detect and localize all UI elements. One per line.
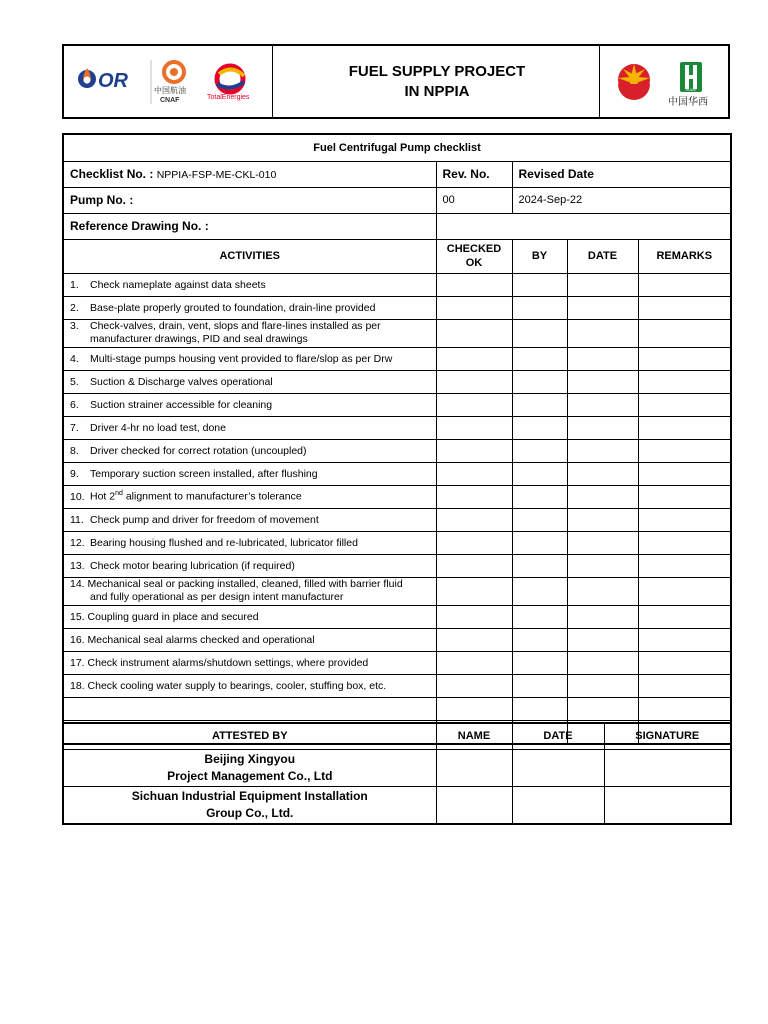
- table-row: [63, 462, 731, 485]
- name-field[interactable]: [436, 749, 512, 786]
- date-header: DATE: [512, 723, 604, 749]
- activity-cell: 6. Suction strainer accessible for cleaning: [63, 393, 436, 416]
- table-row: [63, 605, 731, 628]
- table-row: [63, 628, 731, 651]
- table-row: [63, 416, 731, 439]
- date-field[interactable]: [512, 786, 604, 824]
- org-sichuan-industrial: Sichuan Industrial Equipment Installation Group Co., Ltd.: [63, 786, 436, 824]
- attestation-table: [62, 722, 732, 825]
- col-date: DATE: [567, 239, 638, 273]
- activity-cell: 5. Suction & Discharge valves operational: [63, 370, 436, 393]
- checklist-table-wrapper: [62, 133, 730, 745]
- checklist-table: [62, 133, 732, 745]
- activity-cell: 1. Check nameplate against data sheets: [63, 273, 436, 296]
- name-header: NAME: [436, 723, 512, 749]
- svg-text:HUAXI: HUAXI: [685, 88, 697, 92]
- name-field[interactable]: [436, 786, 512, 824]
- revised-date-label: Revised Date: [512, 161, 731, 187]
- checklist-no-cell: [63, 161, 436, 187]
- activity-cell: 3. Check-valves, drain, vent, slops and flare-lines installed as per manufacturer drawings, PID and seal drawings: [63, 319, 436, 347]
- activity-cell: 7. Driver 4-hr no load test, done: [63, 416, 436, 439]
- revised-date-value: 2024-Sep-22: [512, 187, 731, 213]
- activity-cell: 16. Mechanical seal alarms checked and operational: [63, 628, 436, 651]
- activity-cell: 11. Check pump and driver for freedom of movement: [63, 508, 436, 531]
- activity-cell: 12. Bearing housing flushed and re-lubricated, lubricator filled: [63, 531, 436, 554]
- table-row: [63, 554, 731, 577]
- svg-text:CNAF: CNAF: [160, 97, 180, 104]
- col-checked: CHECKED: [446, 243, 502, 255]
- col-by: BY: [512, 239, 567, 273]
- table-row: [63, 393, 731, 416]
- table-row: [63, 697, 731, 720]
- table-row: [63, 508, 731, 531]
- checklist-no-value: NPPIA-FSP-ME-CKL-010: [156, 169, 277, 181]
- table-row: [63, 347, 731, 370]
- table-row: [63, 577, 731, 605]
- or-logo-icon: [64, 46, 272, 117]
- svg-text:OR: OR: [98, 70, 128, 92]
- title-line-2: IN NPPIA: [404, 82, 470, 100]
- date-field[interactable]: [512, 749, 604, 786]
- project-title: [274, 46, 600, 117]
- activity-cell: 2. Base-plate properly grouted to foundation, drain-line provided: [63, 296, 436, 319]
- org-beijing-xingyou: Beijing Xingyou Project Management Co., Ltd: [63, 749, 436, 786]
- svg-text:中国华西: 中国华西: [668, 97, 708, 108]
- svg-text:中国航油: 中国航油: [154, 86, 186, 95]
- activity-cell: 8. Driver checked for correct rotation (uncoupled): [63, 439, 436, 462]
- col-checked-ok: [436, 239, 512, 273]
- activity-cell: 18. Check cooling water supply to bearings, cooler, stuffing box, etc.: [63, 674, 436, 697]
- partner-logos: [64, 46, 272, 117]
- activity-cell: 4. Multi-stage pumps housing vent provided to flare/slop as per Drw: [63, 347, 436, 370]
- cnpc-logo-icon: [600, 46, 730, 117]
- rev-no-label: Rev. No.: [436, 161, 512, 187]
- attestation-table-wrapper: [62, 722, 730, 825]
- table-row: [63, 674, 731, 697]
- checklist-no-label: Checklist No. :: [70, 167, 154, 181]
- pump-no-label: Pump No. :: [63, 187, 436, 213]
- signature-field[interactable]: [604, 749, 731, 786]
- table-row: [63, 531, 731, 554]
- rev-no-value: 00: [436, 187, 512, 213]
- signature-header: SIGNATURE: [604, 723, 731, 749]
- col-ok: OK: [465, 257, 483, 269]
- contractor-logos: [600, 46, 730, 117]
- reference-drawing-label: Reference Drawing No. :: [63, 213, 436, 239]
- activity-cell: 14. Mechanical seal or packing installed, cleaned, filled with barrier fluid and fully operational as per design intent manufacturer: [63, 577, 436, 605]
- activity-cell: 17. Check instrument alarms/shutdown settings, where provided: [63, 651, 436, 674]
- document-header: [62, 44, 730, 119]
- attested-by-header: ATTESTED BY: [63, 723, 436, 749]
- table-row: [63, 319, 731, 347]
- header-divider: [272, 46, 273, 117]
- activity-cell: 15. Coupling guard in place and secured: [63, 605, 436, 628]
- reference-drawing-value[interactable]: [436, 213, 731, 239]
- col-activities: ACTIVITIES: [63, 239, 436, 273]
- activity-cell: 9. Temporary suction screen installed, after flushing: [63, 462, 436, 485]
- title-line-1: FUEL SUPPLY PROJECT: [348, 62, 526, 80]
- table-row: [63, 370, 731, 393]
- table-row: [63, 296, 731, 319]
- activity-cell: 10. Hot 2nd alignment to manufacturer’s tolerance: [63, 485, 436, 508]
- table-row: [63, 273, 731, 296]
- checklist-title: Fuel Centrifugal Pump checklist: [63, 134, 731, 161]
- signature-field[interactable]: [604, 786, 731, 824]
- svg-text:TotalEnergies: TotalEnergies: [207, 94, 250, 101]
- table-row: [63, 485, 731, 508]
- table-row: [63, 651, 731, 674]
- col-remarks: REMARKS: [638, 239, 731, 273]
- activity-cell: 13. Check motor bearing lubrication (if required): [63, 554, 436, 577]
- table-row: [63, 439, 731, 462]
